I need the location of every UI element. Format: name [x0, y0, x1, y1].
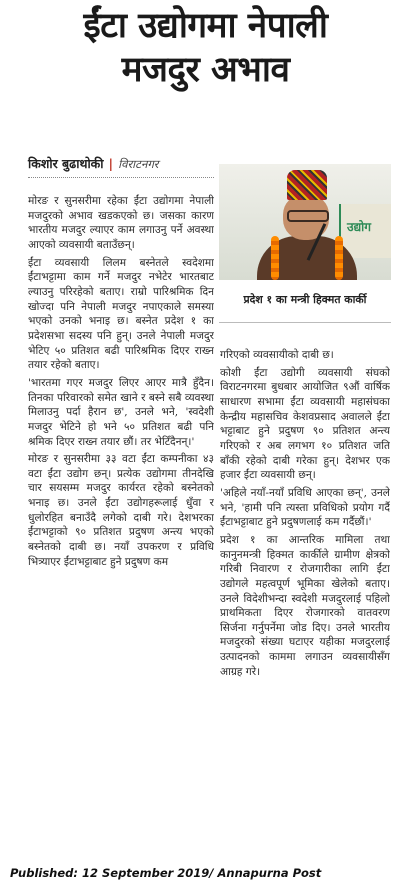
paragraph: मोरङ र सुनसरीमा ३३ वटा ईंटा कम्पनीका ४३ वटा ईंटा उद्योग छन्। प्रत्येक उद्योगमा तीनदेखि चार सयसम्म मजदुर कार्यरत रहेको बस्नेतको भनाइ छ। उनले ईंटा उद्योगहरूलाई धुँवा र धुलोरहित बनाउँदै लगेको दाबी गरे। देशभरका ईंटाभट्टाको ९० प्रतिशत प्रदुषण अन्त्य भएको बस्नेतको दाबी छ। नयाँ उपकरण र प्रविधि भित्र्याएर ईंटाभट्टाबाट हुने प्रदुषण कम	[28, 453, 214, 568]
byline	[28, 155, 213, 177]
paragraph: 'भारतमा गएर मजदुर लिएर आएर मात्रै हुँदैन। तिनका परिवारको समेत खाने र बस्ने सबै व्यवस्था मिलाउनु पर्दा हैरान छ', उनले भने, 'स्वदेशी मजदुर भेटिने हो भने ५० प्रतिशत बढी पनि श्रमिक दिएर राख्न तयार छौं। तर भेटिँदैनन्।'	[28, 376, 214, 448]
caption-divider	[219, 322, 391, 323]
dateline-location: विराटनगर	[118, 157, 159, 171]
photo-banner-text: उद्योग	[347, 220, 372, 234]
paragraph: प्रदेश १ का आन्तरिक मामिला तथा कानुनमन्त्री हिक्मत कार्कीले ग्रामीण क्षेत्रको गरिबी निवारण र रोजगारीका लागि ईंटा उद्योगले महत्वपूर्ण भूमिका खेलेको बताए। उनले विदेशीभन्दा स्वदेशी मजदुरलाई पहिलो प्राथमिकता दिएर रोजगारको वातवरण सिर्जना गर्नुपर्नेमा जोड दिए। उनले भारतीय मजदुरको संख्या घटाएर यहीका मजदुरलाई उत्पादनको काममा लगाउन व्यवसायीसँग आग्रह गरे।	[220, 533, 390, 678]
headline-line-1: ईंटा उद्योगमा नेपाली	[83, 6, 328, 46]
article-photo	[219, 164, 391, 280]
photo-garland	[271, 236, 279, 280]
paragraph: मोरङ र सुनसरीमा रहेका ईंटा उद्योगमा नेपाली मजदुरको अभाव खडकएको छ। जसका कारण भारतीय मजदुर ल्याएर काम लगाउनु पर्ने अवस्था आएको व्यवसायी बताउँछन्।	[28, 195, 214, 251]
article-column-left	[28, 194, 214, 862]
paragraph: 'अहिले नयाँ-नयाँ प्रविधि आएका छन्', उनले भने, 'हामी पनि त्यस्ता प्रविधिको प्रयोग गर्दै ईंटाभट्टाबाट हुने प्रदुषणलाई कम गर्दैछौं।'	[220, 486, 390, 529]
byline-separator: |	[108, 156, 114, 171]
byline-divider	[28, 177, 214, 178]
author-name: किशोर बुढाथोकी	[28, 156, 104, 171]
photo-garland	[335, 236, 343, 280]
publication-footer: Published: 12 September 2019/ Annapurna Post	[10, 866, 322, 880]
article-column-right	[220, 348, 390, 862]
headline	[0, 4, 411, 92]
photo-glasses	[287, 210, 329, 222]
photo-caption: प्रदेश १ का मन्त्री हिक्मत कार्की	[243, 293, 367, 306]
headline-line-2: मजदुर अभाव	[121, 50, 290, 90]
paragraph: ईंटा व्यवसायी लिलम बस्नेतले स्वदेशमा ईंटाभट्टामा काम गर्ने मजदुर नभेटेर भारतबाट ल्याउनु परिरहेको बताए। राम्रो पारिश्रमिक दिन खोज्दा पनि नेपाली मजदुर नपाएकाले समस्या भएको उनको भनाइ छ। बस्नेत प्रदेश १ का प्रदेशसभा सदस्य पनि हुन्। उनले नेपाली मजदुर भेटिए ५० प्रतिशत बढी पारिश्रमिक दिएर राख्न तयार रहेको बताए।	[28, 256, 214, 372]
photo-dhaka-topi	[287, 170, 327, 200]
paragraph: कोशी ईंटा उद्योगी व्यवसायी संघको विराटनगरमा बुधबार आयोजित ९औं वार्षिक साधारण सभामा ईंटा व्यवसायी महासंघका केन्द्रीय महासचिव केशवप्रसाद अवालले ईंटा भट्टाबाट हुने प्रदुषण ९० प्रतिशत अन्त्य गरिएको र अब लगभग १० प्रतिशत जति बाँकी रहेको दाबी गरेका हुन्। देशभर एक हजार ईंटा व्यवसायी छन्।	[220, 366, 390, 482]
paragraph: गरिएको व्यवसायीको दाबी छ।	[220, 349, 334, 361]
